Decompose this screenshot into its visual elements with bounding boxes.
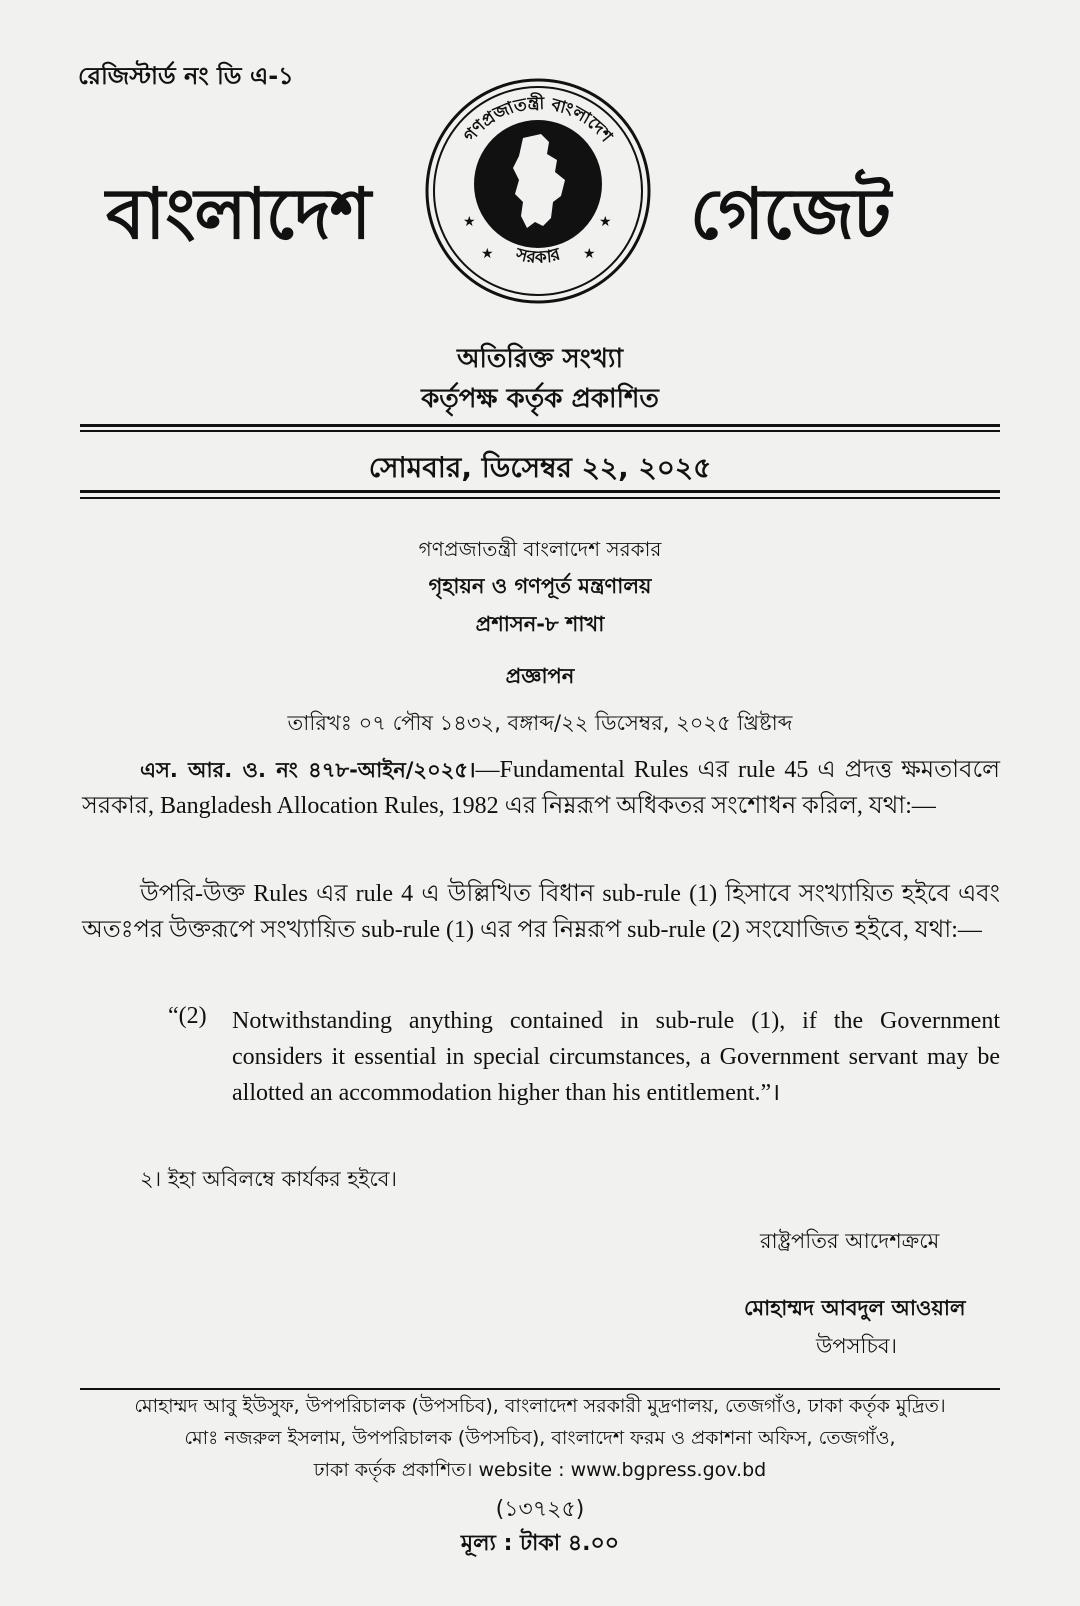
signatory-name: মোহাম্মদ আবদুল আওয়াল	[744, 1296, 966, 1320]
divider	[80, 424, 1000, 427]
sro-reference: এস. আর. ও. নং ৪৭৮-আইন/২০২৫।	[140, 758, 476, 782]
registration-number: রেজিস্টার্ড নং ডি এ-১	[78, 62, 294, 90]
star-icon: ★	[599, 214, 612, 230]
notification-label: প্রজ্ঞাপন	[505, 664, 575, 688]
branch-name: প্রশাসন-৮ শাখা	[475, 612, 605, 636]
footer-printer: মোহাম্মদ আবু ইউসুফ, উপপরিচালক (উপসচিব), বাংলাদেশ সরকারী মুদ্রণালয়, তেজগাঁও, ঢাকা কর্তৃক মুদ্রিত।	[134, 1395, 946, 1417]
paragraph-3: ২। ইহা অবিলম্বে কার্যকর হইবে।	[140, 1167, 397, 1191]
published-by-authority: কর্তৃপক্ষ কর্তৃক প্রকাশিত	[421, 384, 659, 414]
quote-clause-number: “(2)	[168, 1003, 207, 1029]
divider	[80, 497, 1000, 499]
government-seal	[423, 76, 653, 306]
star-icon: ★	[463, 214, 476, 230]
seal-top-text: গণপ্রজাতন্ত্রী বাংলাদেশ	[459, 93, 617, 147]
divider	[80, 430, 1000, 432]
footer-serial: (১৩৭২৫)	[495, 1497, 585, 1522]
government-name: গণপ্রজাতন্ত্রী বাংলাদেশ সরকার	[418, 537, 662, 561]
extra-issue: অতিরিক্ত সংখ্যা	[456, 344, 624, 374]
masthead-gazette: গেজেট	[690, 173, 891, 255]
paragraph-2: উপরি-উক্ত Rules এর rule 4 এ উল্লিখিত বিধান sub-rule (1) হিসাবে সংখ্যায়িত হইবে এবং অতঃপর উক্তরূপে সংখ্যায়িত sub-rule (1) এর পর নিম্নরূপ sub-rule (2) সংযোজিত হইবে, যথা:—	[82, 881, 1000, 943]
masthead-bangladesh: বাংলাদেশ	[106, 173, 371, 255]
paragraph-1	[82, 752, 1000, 824]
signatory-designation: উপসচিব।	[816, 1334, 898, 1358]
footer-price: মূল্য : টাকা ৪.০০	[460, 1531, 620, 1556]
footer-divider	[80, 1388, 1000, 1390]
footer-publisher: মোঃ নজরুল ইসলাম, উপপরিচালক (উপসচিব), বাংলাদেশ ফরম ও প্রকাশনা অফিস, তেজগাঁও,	[184, 1427, 896, 1449]
footer-website: ঢাকা কর্তৃক প্রকাশিত। website : www.bgpress.gov.bd	[313, 1459, 767, 1481]
issue-date: সোমবার, ডিসেম্বর ২২, ২০২৫	[368, 451, 712, 484]
notification-date: তারিখঃ ০৭ পৌষ ১৪৩২, বঙ্গাব্দ/২২ ডিসেম্বর, ২০২৫ খ্রিষ্টাব্দ	[287, 711, 793, 735]
divider	[80, 490, 1000, 493]
paragraph-1-text: —Fundamental Rules এর rule 45 এ প্রদত্ত ক্ষমতাবলে সরকার, Bangladesh Allocation Rules, 1982 এর নিম্নরূপ অধিকতর সংশোধন করিল, যথা:—	[82, 757, 1000, 819]
seal-bottom-text: সরকার	[513, 244, 563, 269]
ministry-name: গৃহায়ন ও গণপূর্ত মন্ত্রণালয়	[428, 574, 652, 598]
star-icon: ★	[481, 246, 494, 262]
quoted-sub-rule: Notwithstanding anything contained in sub-rule (1), if the Government considers it essential in special circumstances, a Government servant may be allotted an accommodation higher than his entitlement.”।	[232, 1008, 1000, 1106]
by-order-of-president: রাষ্ট্রপতির আদেশক্রমে	[760, 1229, 940, 1253]
star-icon: ★	[583, 246, 596, 262]
